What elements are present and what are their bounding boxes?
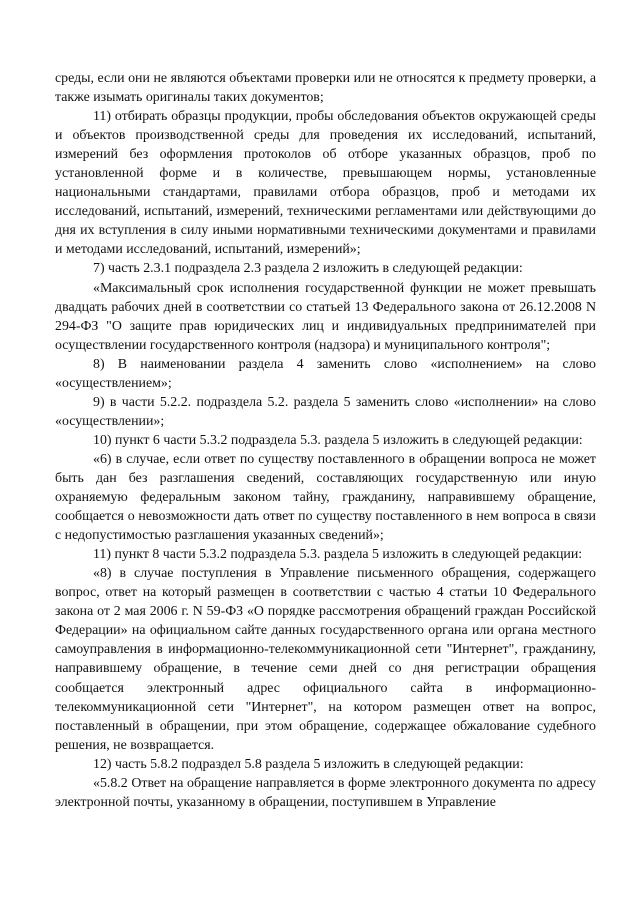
paragraph-amendment-7: 7) часть 2.3.1 подраздела 2.3 раздела 2 изложить в следующей редакции:: [93, 261, 523, 277]
paragraph-section-5-8-2-quote: «5.8.2 Ответ на обращение направляется в форме электронного документа по адресу электронной почты, указанному в обращении, поступившем в Управление: [55, 775, 596, 810]
paragraph-amendment-10: 10) пункт 6 части 5.3.2 подраздела 5.3. раздела 5 изложить в следующей редакции:: [93, 432, 583, 448]
paragraph-amendment-11: 11) пункт 8 части 5.3.2 подраздела 5.3. раздела 5 изложить в следующей редакции:: [93, 547, 583, 563]
paragraph-amendment-12: 12) часть 5.8.2 подраздел 5.8 раздела 5 изложить в следующей редакции:: [93, 756, 524, 772]
paragraph-max-term-quote: «Максимальный срок исполнения государственной функции не может превышать двадцать рабочих дней в соответствии со статьей 13 Федерального закона от 26.12.2008 N 294-ФЗ "О защите прав юридических лиц и индивидуальных предпринимателей при осуществлении государственного контроля (надзора) и муниципального контроля";: [55, 280, 596, 353]
paragraph-prohibition-continuation: среды, если они не являются объектами проверки или не относятся к предмету проверки, а также изымать оригиналы таких документов;: [55, 71, 596, 106]
paragraph-item-6-quote: «6) в случае, если ответ по существу поставленного в обращении вопроса не может быть дан без разглашения сведений, составляющих государственную или иную охраняемую федеральным законом тайну, гражданину, направившему обращение, сообщается о невозможности дать ответ по существу поставленного в нем вопроса в связи с недопустимостью разглашения указанных сведений»;: [55, 451, 596, 544]
paragraph-item-11-sampling: 11) отбирать образцы продукции, пробы обследования объектов окружающей среды и объектов производственной среды для проведения их исследований, испытаний, измерений без оформления протоколов об отборе указанных образцов, проб по установленной форме и в количестве, превышающем нормы, установленные национальными стандартами, правилами отбора образцов, проб и методами их исследований, испытаний, измерений, техническими регламентами или действующими до дня их вступления в силу иными нормативными техническими документами и правилами и методами исследований, испытаний, измерений»;: [55, 109, 596, 258]
document-body: [55, 69, 596, 812]
paragraph-amendment-8: 8) В наименовании раздела 4 заменить слово «исполнением» на слово «осуществлением»;: [55, 356, 596, 391]
paragraph-amendment-9: 9) в части 5.2.2. подраздела 5.2. раздела 5 заменить слово «исполнении» на слово «осуществлении»;: [55, 394, 596, 429]
paragraph-item-8-quote: «8) в случае поступления в Управление письменного обращения, содержащего вопрос, ответ на который размещен в соответствии с частью 4 статьи 10 Федерального закона от 2 мая 2006 г. N 59-ФЗ «О порядке рассмотрения обращений граждан Российской Федерации» на официальном сайте данных государственного органа или органа местного самоуправления в информационно-телекоммуникационной сети "Интернет", гражданину, направившему обращение, в течение семи дней со дня регистрации обращения сообщается электронный адрес официального сайта в информационно-телекоммуникационной сети "Интернет", на котором размещен ответ на вопрос, поставленный в обращении, при этом обращение, содержащее обжалование судебного решения, не возвращается.: [55, 566, 596, 753]
